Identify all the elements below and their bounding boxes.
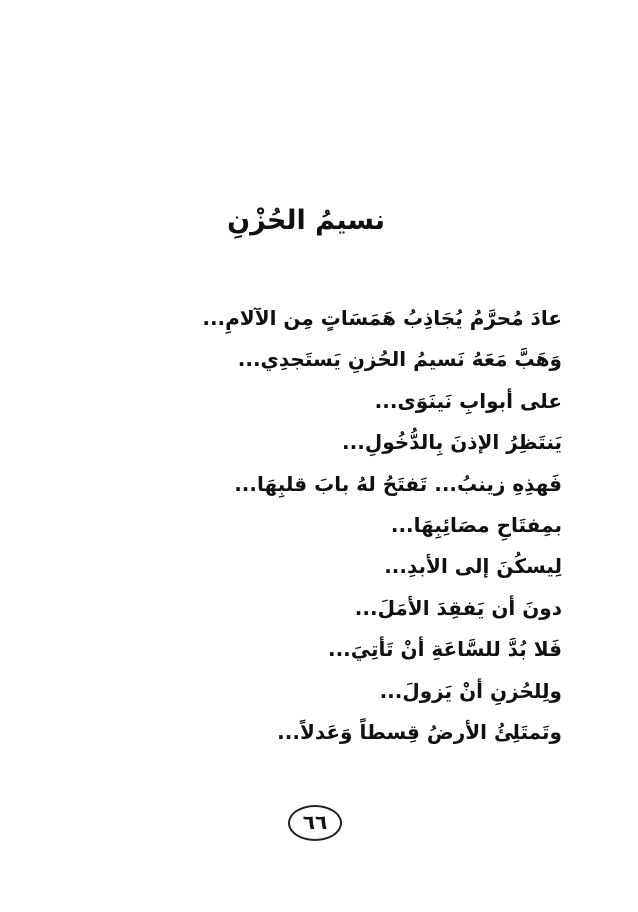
poem-line-11: وتَمتَلِئُ الأرضُ قِسطاً وَعَدلاً...: [277, 719, 562, 744]
poem-line-4: يَنتَظِرُ الإذنَ بِالدُّخُولِ...: [342, 430, 562, 455]
poem-line-10: ولِلحُزنِ أنْ يَزولَ...: [379, 678, 562, 703]
poem-line-6: بمِفتَاحِ مصَائِبِهَا...: [390, 512, 562, 537]
poem-body: [202, 298, 562, 753]
poem-line-3: على أبوابِ نَينَوَى...: [374, 388, 562, 413]
poem-line-9: فَلا بُدَّ للسَّاعَةِ أنْ تَأتِيَ...: [327, 637, 562, 662]
poem-line-7: لِيسكُنَ إلى الأبدِ...: [384, 554, 562, 579]
poem-title: نسيمُ الحُزْنِ: [227, 205, 385, 236]
page-number: ٦٦: [288, 805, 342, 841]
poem-line-2: وَهَبَّ مَعَهُ نَسيمُ الحُزنِ يَستَجدِي...: [237, 347, 562, 372]
poem-line-5: فَهذِهِ زينبُ... تَفتَحُ لهُ بابَ قلبِهَا...: [234, 471, 562, 496]
poem-line-1: عادَ مُحرَّمُ يُجَاذِبُ هَمَسَاتٍ مِن الآلامِ...: [202, 306, 562, 330]
poem-line-8: دونَ أن يَفقِدَ الأمَلَ...: [354, 595, 562, 620]
